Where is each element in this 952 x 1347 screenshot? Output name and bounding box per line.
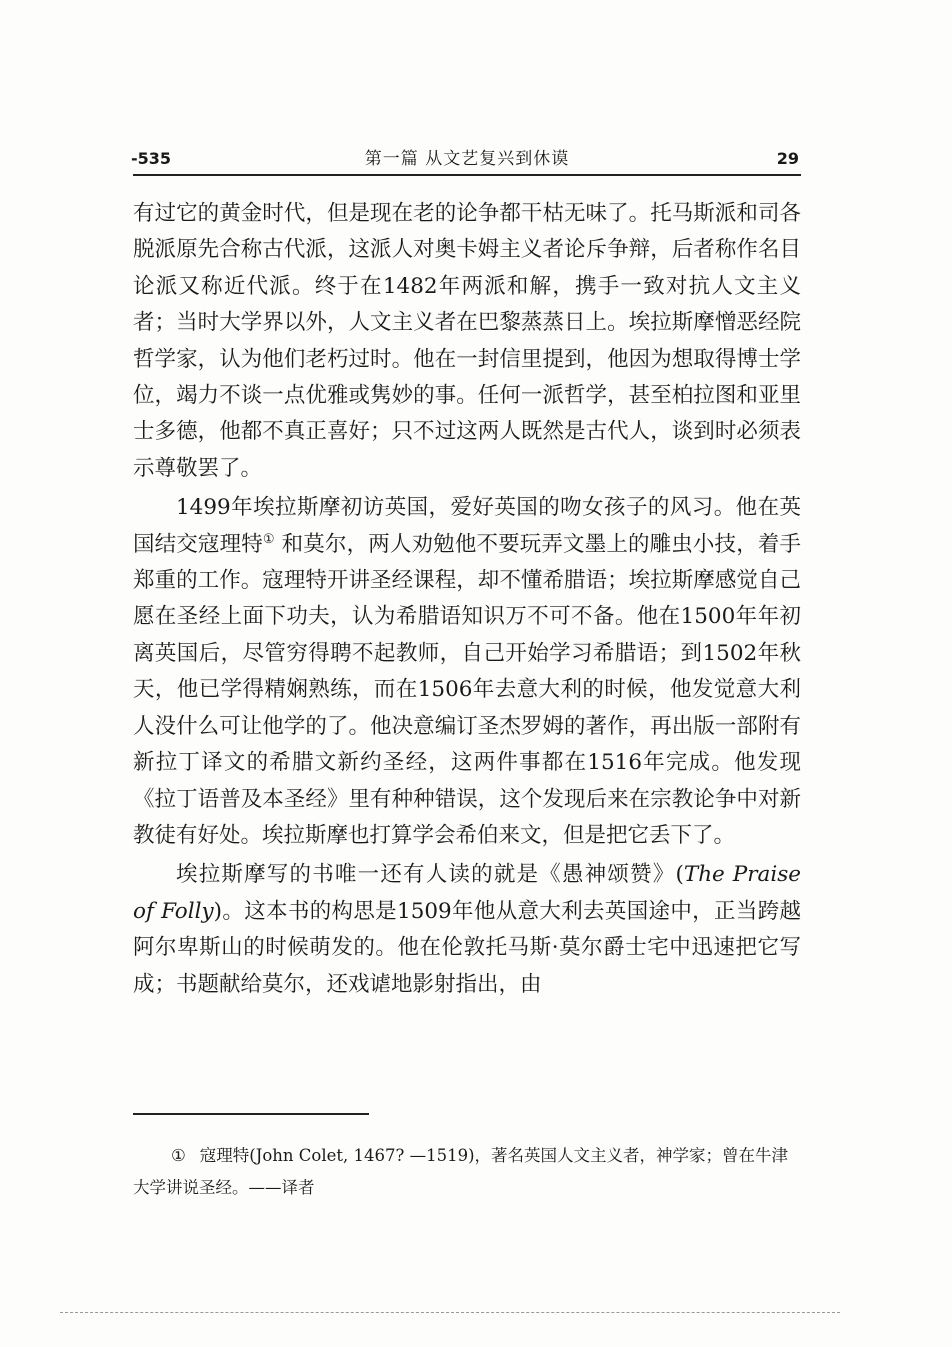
- footnote-reference: ①: [262, 531, 275, 547]
- paragraph-3-part-1: 埃拉斯摩写的书唯一还有人读的就是《愚神颂赞》(: [176, 862, 684, 888]
- page-bottom-scan-line: [60, 1312, 840, 1313]
- paragraph-3-part-2: )。这本书的构思是1509年他从意大利去英国途中，正当跨越阿尔卑斯山的时候萌发的。他在伦敦托马斯·莫尔爵士宅中迅速把它写成；书题献给莫尔，还戏谑地影射指出，由: [133, 898, 801, 997]
- paragraph-2: [133, 490, 801, 854]
- paragraph-3: [133, 857, 801, 1003]
- footnote-text: 寇理特(John Colet, 1467? —1519)，著名英国人文主义者，神学家；曾在牛津大学讲说圣经。——译者: [133, 1146, 789, 1197]
- main-text: [133, 196, 801, 1003]
- latin-book-title: The Praise of Folly: [133, 862, 802, 924]
- footnote-mark: ①: [171, 1146, 186, 1165]
- header-chapter-title: 第一篇 从文艺复兴到休谟: [364, 149, 570, 169]
- paragraph-1: 有过它的黄金时代，但是现在老的论争都干枯无味了。托马斯派和司各脱派原先合称古代派，这派人对奥卡姆主义者论斥争辩，后者称作名目论派又称近代派。终于在1482年两派和解，携手一致对抗人文主义者；当时大学界以外，人文主义者在巴黎蒸蒸日上。埃拉斯摩憎恶经院哲学家，认为他们老朽过时。他在一封信里提到，他因为想取得博士学位，竭力不谈一点优雅或隽妙的事。任何一派哲学，甚至柏拉图和亚里士多德，他都不真正喜好；只不过这两人既然是古代人，谈到时必须表示尊敬罢了。: [133, 201, 801, 481]
- header-left-number: -535: [131, 149, 172, 168]
- footnote-divider: [133, 1113, 369, 1115]
- footnote: [133, 1140, 801, 1204]
- page-number: 29: [776, 149, 799, 168]
- running-header: [133, 146, 801, 176]
- paragraph-2-part-1: 1499年埃拉斯摩初访英国，爱好英国的吻女孩子的风习。他在英国结交寇理特: [133, 495, 801, 557]
- paragraph-2-part-2: 和莫尔，两人劝勉他不要玩弄文墨上的雕虫小技，着手郑重的工作。寇理特开讲圣经课程，却不懂希腊语；埃拉斯摩感觉自己愿在圣经上面下功夫，认为希腊语知识万不可不备。他在1500年年初离英国后，尽管穷得聘不起教师，自己开始学习希腊语；到1502年秋天，他已学得精娴熟练，而在1506年去意大利的时候，他发觉意大利人没什么可让他学的了。他决意编订圣杰罗姆的著作，再出版一部附有新拉丁译文的希腊文新约圣经，这两件事都在1516年完成。他发现《拉丁语普及本圣经》里有种种错误，这个发现后来在宗教论争中对新教徒有好处。埃拉斯摩也打算学会希伯来文，但是把它丢下了。: [133, 531, 801, 848]
